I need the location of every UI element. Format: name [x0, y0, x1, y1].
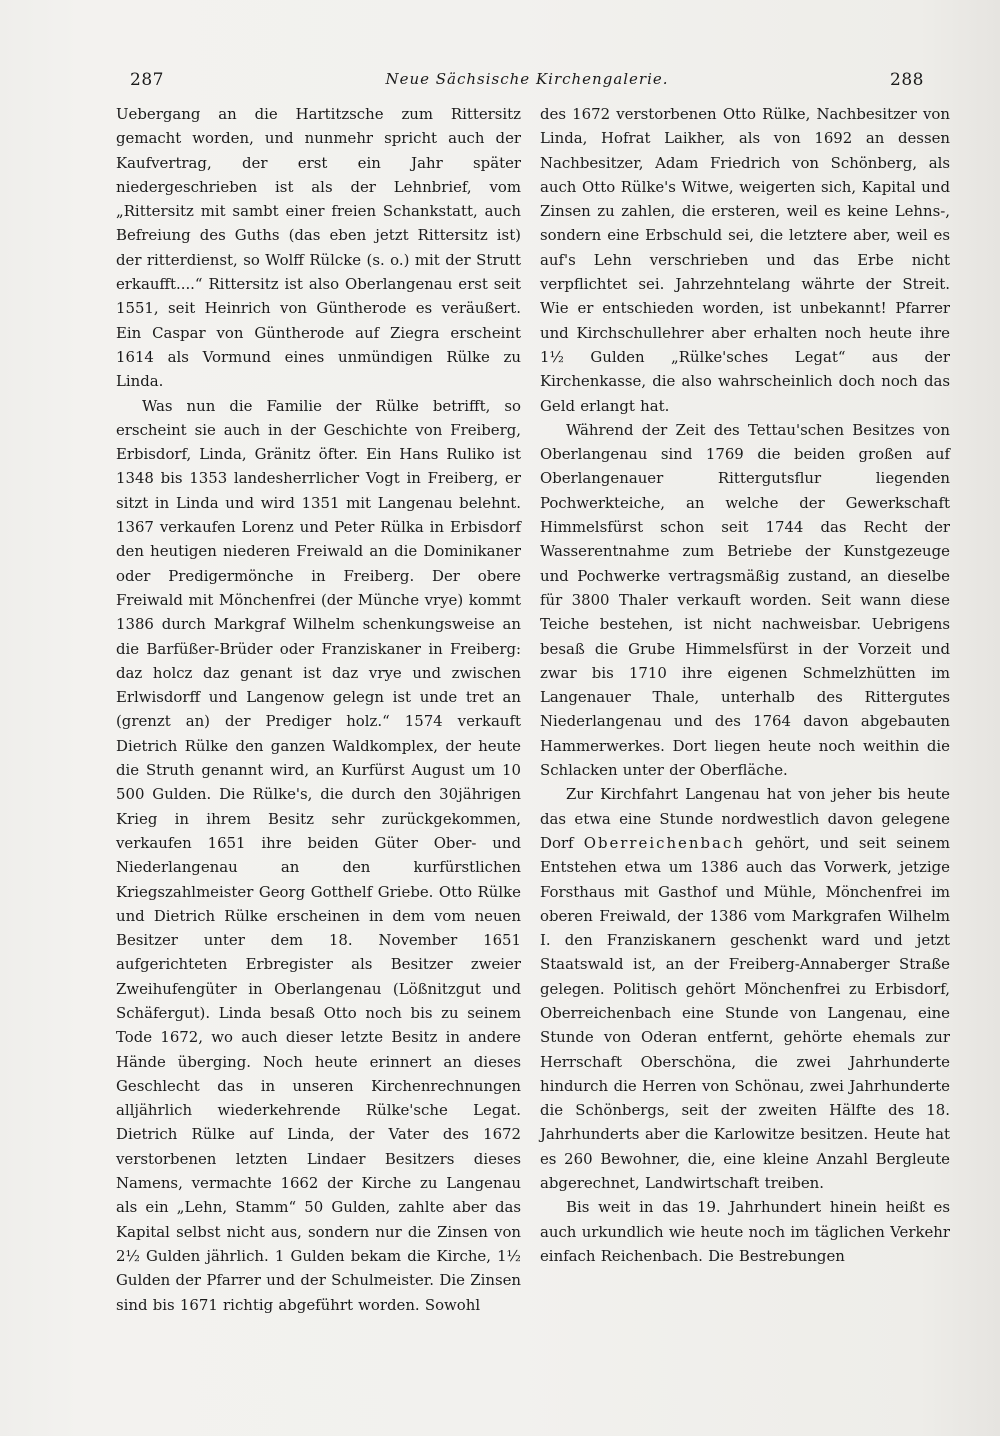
paragraph: Bis weit in das 19. Jahrhundert hinein heißt es auch urkundlich wie heute noch im täglichen Verkehr einfach Reichenbach. Die Bestrebungen: [540, 1198, 950, 1265]
paragraph-text: gehört, und seit seinem Entstehen etwa um 1386 auch das Vorwerk, jetzige Forsthaus mit Gasthof und Mühle, Mönchenfrei im oberen Freiwald, der 1386 vom Markgrafen Wilhelm I. den Franziskanern geschenkt ward und jetzt Staatswald ist, an der Freiberg-Annaberger Straße gelegen. Politisch gehört Mönchenfrei zu Erbisdorf, Oberreichenbach eine Stunde von Langenau, eine Stunde von Oderan entfernt, gehörte ehemals zur Herrschaft Oberschöna, die zwei Jahrhunderte hindurch die Herren von Schönau, zwei Jahrhunderte die Schönbergs, seit der zweiten Hälfte des 18. Jahrhunderts aber die Karlowitze besitzen. Heute hat es 260 Bewohner, die, eine kleine Anzahl Bergleute abgerechnet, Landwirtschaft treiben.: [540, 833, 950, 1193]
running-title: Neue Sächsische Kirchengalerie.: [385, 70, 669, 88]
right-column: [540, 102, 950, 1268]
paragraph: Uebergang an die Hartitzsche zum Rittersitz gemacht worden, und nunmehr spricht auch der Kaufvertrag, der erst ein Jahr später niedergeschrieben ist als der Lehnbrief, vom „Rittersitz mit sambt einer freien Schankstatt, auch Befreiung des Guths (das eben jetzt Rittersitz ist) der ritterdienst, so Wolff Rülcke (s. o.) mit der Strutt erkaufft....“ Rittersitz ist also Oberlangenau erst seit 1551, seit Heinrich von Güntherode es veräußert. Ein Caspar von Güntherode auf Ziegra erscheint 1614 als Vormund eines unmündigen Rülke zu Linda.: [116, 105, 521, 391]
paragraph: Was nun die Familie der Rülke betrifft, so erscheint sie auch in der Geschichte von Freiberg, Erbisdorf, Linda, Gränitz öfter. Ein Hans Ruliko ist 1348 bis 1353 landesherrlicher Vogt in Freiberg, er sitzt in Linda und wird 1351 mit Langenau belehnt. 1367 verkaufen Lorenz und Peter Rülka in Erbisdorf den heutigen niederen Freiwald an die Dominikaner oder Predigermönche in Freiberg. Der obere Freiwald mit Mönchenfrei (der Münche vrye) kommt 1386 durch Markgraf Wilhelm schenkungsweise an die Barfüßer-Brüder oder Franziskaner in Freiberg: daz holcz daz genant ist daz vrye und zwischen Erlwisdorff und Langenow gelegn ist unde tret an (grenzt an) der Prediger holz.“ 1574 verkauft Dietrich Rülke den ganzen Waldkomplex, der heute die Struth genannt wird, an Kurfürst August um 10 500 Gulden. Die Rülke's, die durch den 30jährigen Krieg in ihrem Besitz sehr zurückgekommen, verkaufen 1651 ihre beiden Güter Ober- und Niederlangenau an den kurfürstlichen Kriegszahlmeister Georg Gotthelf Griebe. Otto Rülke und Dietrich Rülke erscheinen in dem vom neuen Besitzer unter dem 18. November 1651 aufgerichteten Erbregister als Besitzer zweier Zweihufengüter in Oberlangenau (Lößnitzgut und Schäfergut). Linda besaß Otto noch bis zu seinem Tode 1672, wo auch dieser letzte Besitz in andere Hände überging. Noch heute erinnert an dieses Geschlecht das in unseren Kirchenrechnungen alljährlich wiederkehrende Rülke'sche Legat. Dietrich Rülke auf Linda, der Vater des 1672 verstorbenen letzten Lindaer Besitzers dieses Namens, vermachte 1662 der Kirche zu Langenau als ein „Lehn, Stamm“ 50 Gulden, zahlte aber das Kapital selbst nicht aus, sondern nur die Zinsen von 2½ Gulden jährlich. 1 Gulden bekam die Kirche, 1½ Gulden der Pfarrer und der Schulmeister. Die Zinsen sind bis 1671 richtig abgeführt worden. Sowohl: [116, 396, 521, 1314]
paragraph-text: Zur Kirchfahrt Langenau hat von jeher bis heute das etwa eine Stunde nordwestlich davon gelegene Dorf: [540, 785, 950, 852]
left-column: [116, 102, 521, 1317]
page-number-left: 287: [130, 70, 164, 90]
page-header: [130, 70, 924, 100]
paragraph: des 1672 verstorbenen Otto Rülke, Nachbesitzer von Linda, Hofrat Laikher, als von 1692 an dessen Nachbesitzer, Adam Friedrich von Schönberg, als auch Otto Rülke's Witwe, weigerten sich, Kapital und Zinsen zu zahlen, die ersteren, weil es keine Lehns-, sondern eine Erbschuld sei, die letztere aber, weil es auf's Lehn verschrieben und das Erbe nicht verpflichtet sei. Jahrzehntelang währte der Streit. Wie er entschieden worden, ist unbekannt! Pfarrer und Kirchschullehrer aber erhalten noch heute ihre 1½ Gulden „Rülke'sches Legat“ aus der Kirchenkasse, die also wahrscheinlich doch noch das Geld erlangt hat.: [540, 105, 950, 415]
place-name-emphasis: Oberreichenbach: [583, 833, 745, 852]
page-number-right: 288: [890, 70, 924, 90]
paragraph: [540, 782, 950, 1195]
paragraph: Während der Zeit des Tettau'schen Besitzes von Oberlangenau sind 1769 die beiden großen auf Oberlangenauer Rittergutsflur liegenden Pochwerkteiche, an welche der Gewerkschaft Himmelsfürst schon seit 1744 das Recht der Wasserentnahme zum Betriebe der Kunstgezeuge und Pochwerke vertragsmäßig zustand, an dieselbe für 3800 Thaler verkauft worden. Seit wann diese Teiche bestehen, ist nicht nachweisbar. Uebrigens besaß die Grube Himmelsfürst in der Vorzeit und zwar bis 1710 ihre eigenen Schmelzhütten im Langenauer Thale, unterhalb des Rittergutes Niederlangenau und des 1764 davon abgebauten Hammerwerkes. Dort liegen heute noch weithin die Schlacken unter der Oberfläche.: [540, 420, 950, 780]
